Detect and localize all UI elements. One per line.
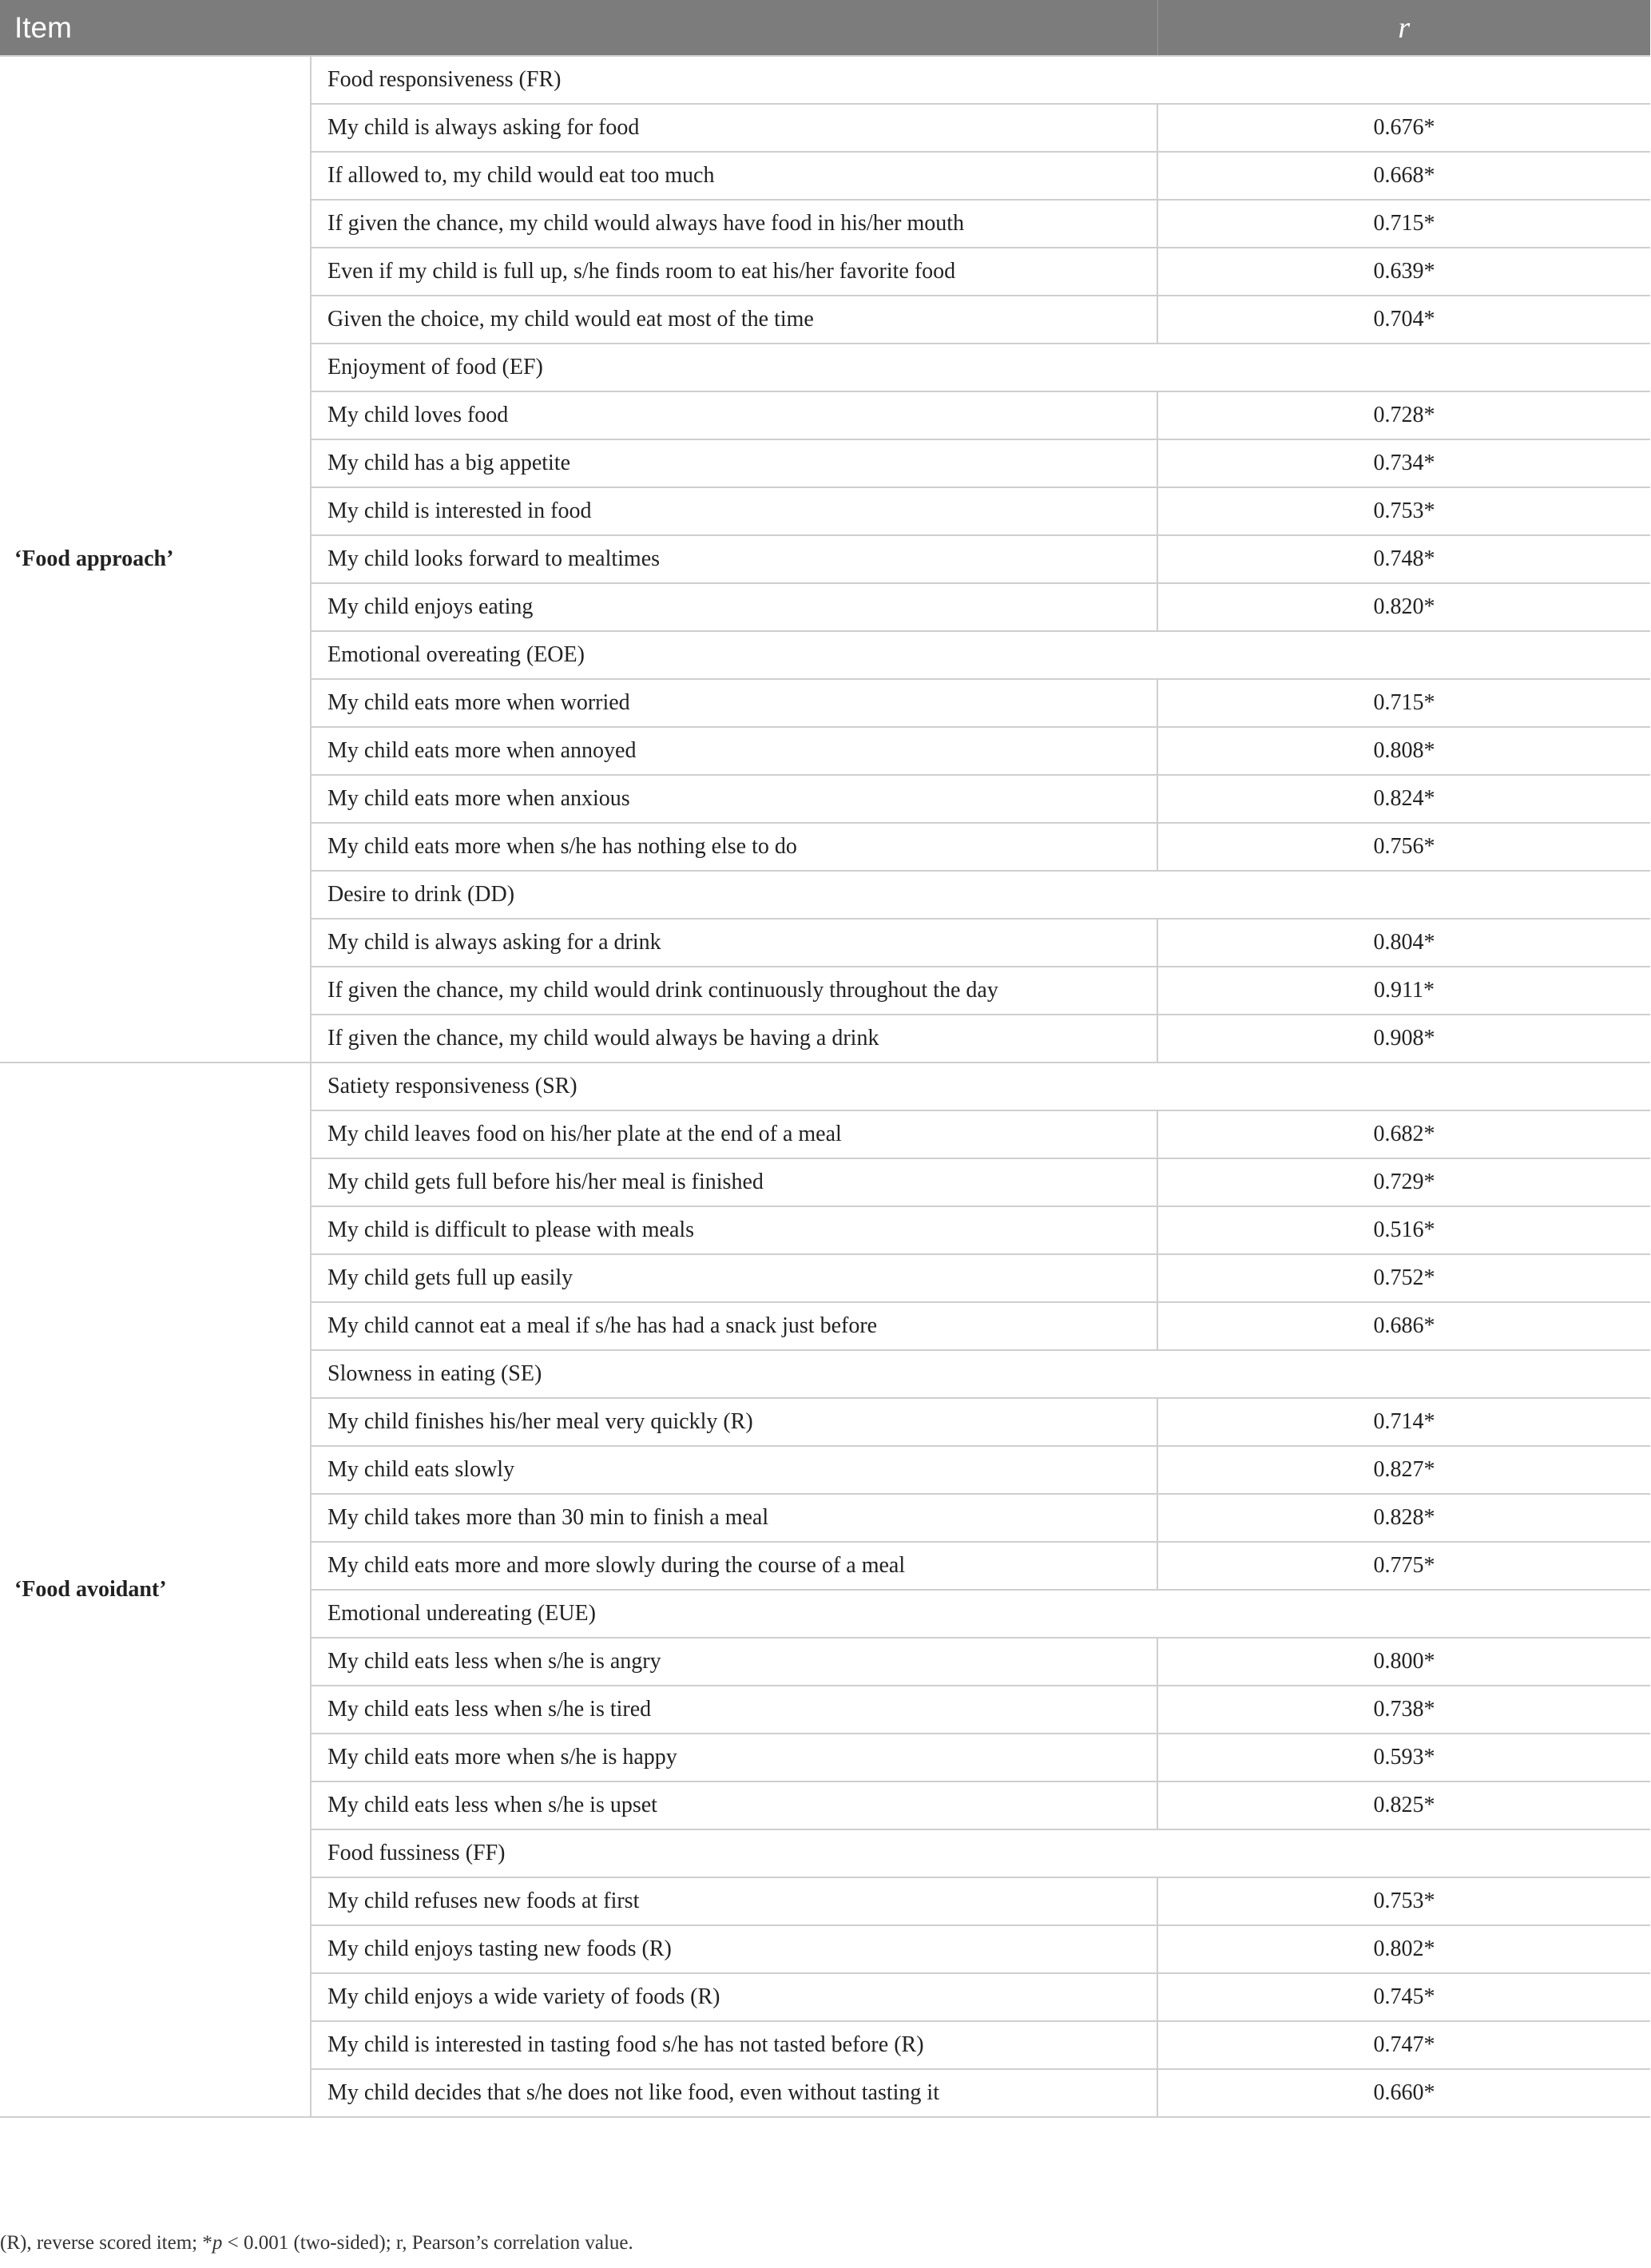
item-text: My child enjoys a wide variety of foods (R): [311, 1973, 1157, 2021]
item-text: My child enjoys eating: [311, 583, 1157, 631]
item-r-value: 0.820*: [1157, 583, 1650, 631]
item-r-value: 0.804*: [1157, 919, 1650, 967]
item-text: My child eats more and more slowly during the course of a meal: [311, 1542, 1157, 1590]
item-text: My child is always asking for food: [311, 104, 1157, 152]
subscale-title: Satiety responsiveness (SR): [311, 1063, 1650, 1110]
item-r-value: 0.802*: [1157, 1925, 1650, 1973]
item-r-value: 0.825*: [1157, 1781, 1650, 1829]
subscale-row: [0, 1063, 1650, 1110]
item-text: My child eats more when s/he is happy: [311, 1734, 1157, 1781]
subscale-row: [0, 56, 1650, 104]
item-r-value: 0.714*: [1157, 1398, 1650, 1446]
item-text: My child leaves food on his/her plate at the end of a meal: [311, 1110, 1157, 1158]
item-r-value: 0.729*: [1157, 1158, 1650, 1206]
item-r-value: 0.676*: [1157, 104, 1650, 152]
item-text: My child is interested in food: [311, 487, 1157, 535]
item-r-value: 0.747*: [1157, 2021, 1650, 2069]
item-r-value: 0.824*: [1157, 775, 1650, 823]
group-label: ‘Food avoidant’: [0, 1063, 311, 2117]
item-text: My child is always asking for a drink: [311, 919, 1157, 967]
item-r-value: 0.734*: [1157, 439, 1650, 487]
item-text: My child cannot eat a meal if s/he has had a snack just before: [311, 1302, 1157, 1350]
item-r-value: 0.639*: [1157, 248, 1650, 296]
item-text: Even if my child is full up, s/he finds room to eat his/her favorite food: [311, 248, 1157, 296]
item-r-value: 0.911*: [1157, 967, 1650, 1015]
item-text: If given the chance, my child would always have food in his/her mouth: [311, 200, 1157, 248]
item-text: If allowed to, my child would eat too much: [311, 152, 1157, 200]
item-text: My child eats more when s/he has nothing else to do: [311, 823, 1157, 871]
subscale-title: Enjoyment of food (EF): [311, 344, 1650, 391]
item-text: My child eats less when s/he is angry: [311, 1638, 1157, 1686]
item-text: My child gets full up easily: [311, 1254, 1157, 1302]
group-label: ‘Food approach’: [0, 56, 311, 1063]
item-text: If given the chance, my child would drink continuously throughout the day: [311, 967, 1157, 1015]
item-r-value: 0.828*: [1157, 1494, 1650, 1542]
item-r-value: 0.715*: [1157, 200, 1650, 248]
item-r-value: 0.738*: [1157, 1686, 1650, 1734]
subscale-title: Desire to drink (DD): [311, 871, 1650, 919]
table-body: [0, 56, 1650, 2117]
header-item: Item: [0, 0, 1157, 56]
item-r-value: 0.752*: [1157, 1254, 1650, 1302]
item-r-value: 0.668*: [1157, 152, 1650, 200]
item-r-value: 0.686*: [1157, 1302, 1650, 1350]
item-text: My child eats slowly: [311, 1446, 1157, 1494]
subscale-title: Food fussiness (FF): [311, 1829, 1650, 1877]
item-r-value: 0.715*: [1157, 679, 1650, 727]
item-r-value: 0.808*: [1157, 727, 1650, 775]
item-text: My child takes more than 30 min to finish a meal: [311, 1494, 1157, 1542]
subscale-title: Emotional overeating (EOE): [311, 631, 1650, 679]
item-r-value: 0.756*: [1157, 823, 1650, 871]
header-row: [0, 0, 1650, 56]
item-r-value: 0.748*: [1157, 535, 1650, 583]
item-text: My child eats less when s/he is tired: [311, 1686, 1157, 1734]
item-r-value: 0.775*: [1157, 1542, 1650, 1590]
item-text: My child gets full before his/her meal is finished: [311, 1158, 1157, 1206]
item-r-value: 0.800*: [1157, 1638, 1650, 1686]
item-r-value: 0.753*: [1157, 1877, 1650, 1925]
item-text: If given the chance, my child would always be having a drink: [311, 1015, 1157, 1063]
item-text: My child enjoys tasting new foods (R): [311, 1925, 1157, 1973]
item-r-value: 0.728*: [1157, 391, 1650, 439]
footnote-p: p: [212, 2232, 223, 2254]
item-text: My child is interested in tasting food s/he has not tasted before (R): [311, 2021, 1157, 2069]
item-text: My child finishes his/her meal very quickly (R): [311, 1398, 1157, 1446]
header-r: r: [1157, 0, 1650, 56]
item-r-value: 0.753*: [1157, 487, 1650, 535]
subscale-title: Slowness in eating (SE): [311, 1350, 1650, 1398]
item-text: My child has a big appetite: [311, 439, 1157, 487]
item-text: My child eats more when anxious: [311, 775, 1157, 823]
item-text: My child eats more when annoyed: [311, 727, 1157, 775]
item-text: My child eats more when worried: [311, 679, 1157, 727]
footnote-part2: < 0.001 (two-sided); r, Pearson’s correlation value.: [222, 2232, 633, 2254]
item-r-value: 0.516*: [1157, 1206, 1650, 1254]
footnote-part1: (R), reverse scored item; *: [0, 2232, 212, 2254]
item-r-value: 0.908*: [1157, 1015, 1650, 1063]
item-r-value: 0.745*: [1157, 1973, 1650, 2021]
subscale-title: Emotional undereating (EUE): [311, 1590, 1650, 1638]
item-r-value: 0.593*: [1157, 1734, 1650, 1781]
item-text: My child is difficult to please with meals: [311, 1206, 1157, 1254]
item-text: My child refuses new foods at first: [311, 1877, 1157, 1925]
item-text: My child decides that s/he does not like food, even without tasting it: [311, 2069, 1157, 2117]
item-r-value: 0.704*: [1157, 296, 1650, 344]
item-text: My child loves food: [311, 391, 1157, 439]
subscale-title: Food responsiveness (FR): [311, 56, 1650, 104]
item-text: My child looks forward to mealtimes: [311, 535, 1157, 583]
item-text: Given the choice, my child would eat most of the time: [311, 296, 1157, 344]
item-r-value: 0.827*: [1157, 1446, 1650, 1494]
item-r-value: 0.682*: [1157, 1110, 1650, 1158]
footnote: [0, 2232, 633, 2254]
item-r-value: 0.660*: [1157, 2069, 1650, 2117]
item-text: My child eats less when s/he is upset: [311, 1781, 1157, 1829]
